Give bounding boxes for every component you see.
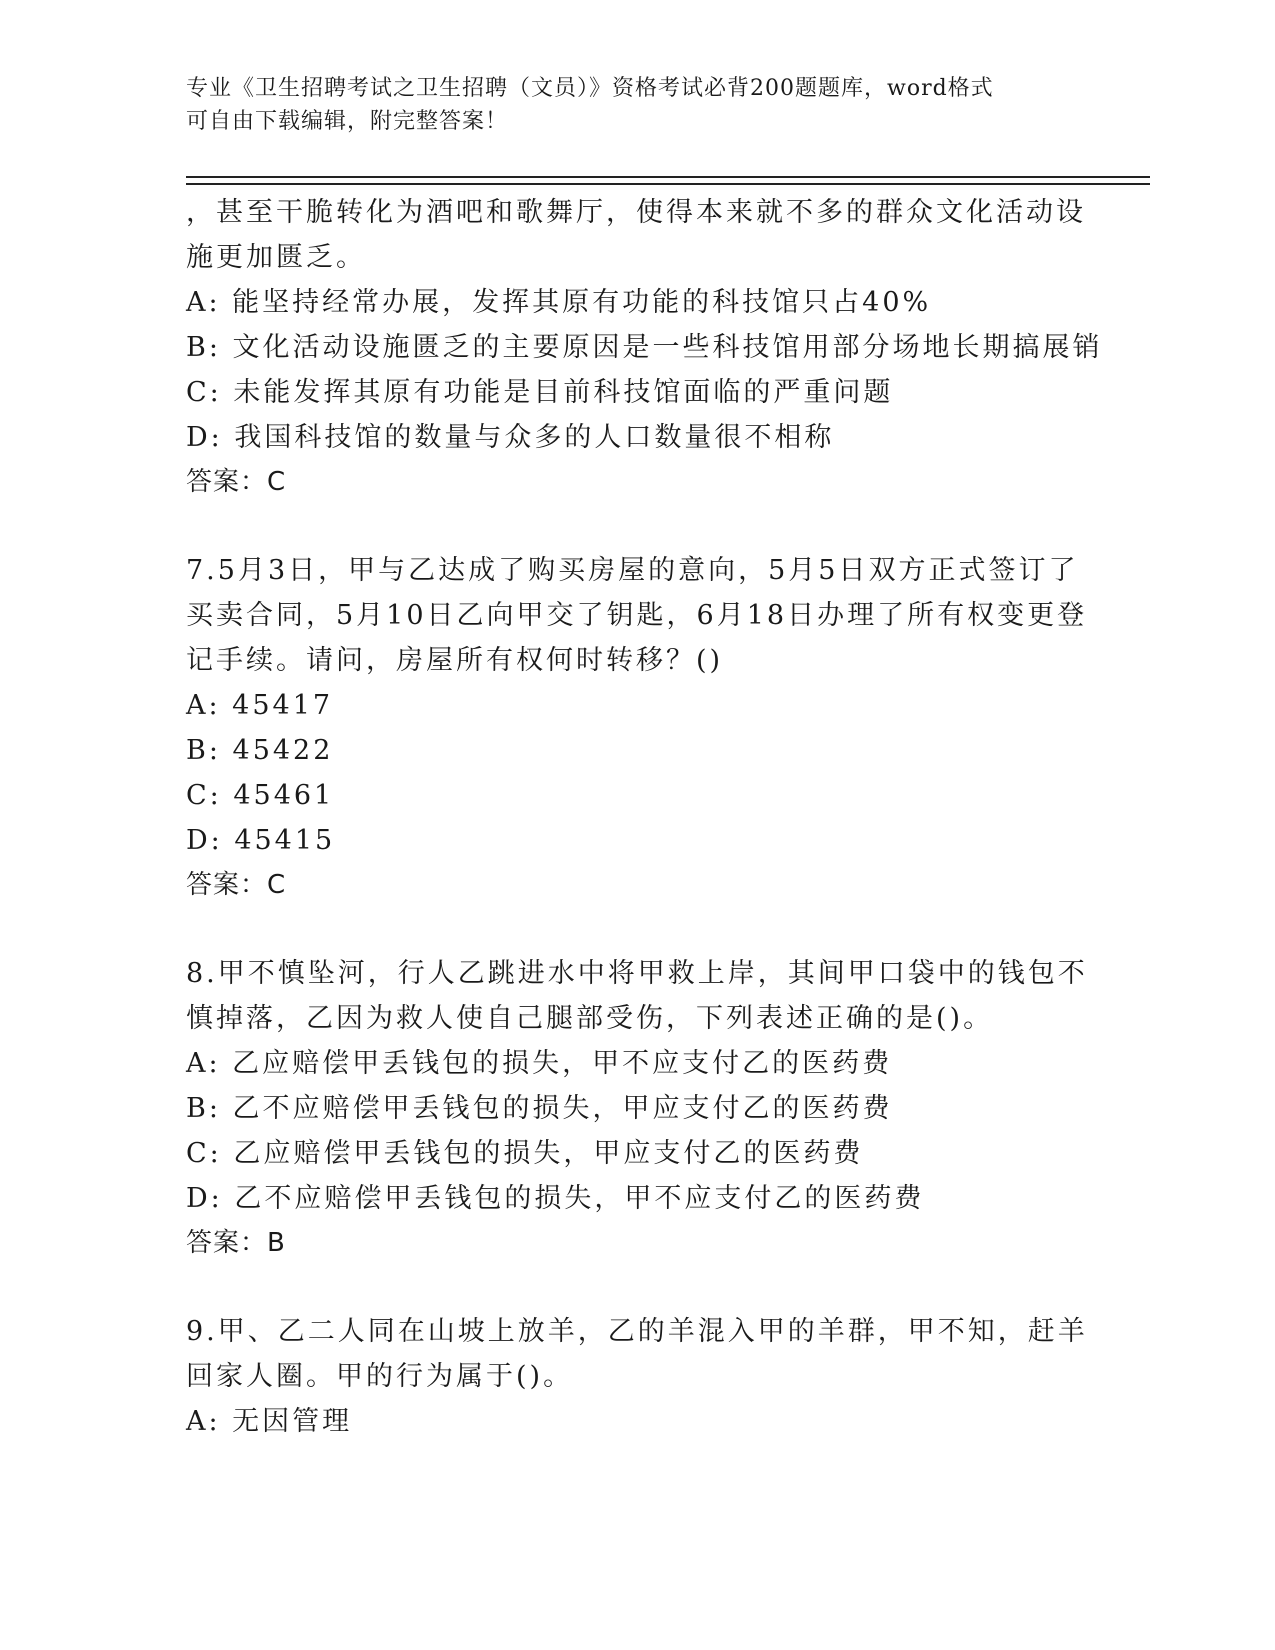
option-b: B: 乙不应赔偿甲丢钱包的损失，甲应支付乙的医药费	[186, 1093, 893, 1124]
option-c: C: 乙应赔偿甲丢钱包的损失，甲应支付乙的医药费	[186, 1138, 864, 1169]
option-a: A: 无因管理	[186, 1406, 353, 1437]
option-a: A: 乙应赔偿甲丢钱包的损失，甲不应支付乙的医药费	[186, 1048, 893, 1079]
question-text-line: ，甚至干脆转化为酒吧和歌舞厅，使得本来就不多的群众文化活动设	[186, 197, 1086, 228]
header-title-line-1: 专业《卫生招聘考试之卫生招聘（文员）》资格考试必背200题题库，word格式	[186, 76, 994, 101]
question-text-line: 回家人圈。甲的行为属于()。	[186, 1361, 574, 1392]
question-text-line: 记手续。请问，房屋所有权何时转移？()	[186, 645, 724, 676]
answer-line: 答案：C	[186, 467, 287, 497]
question-content	[186, 190, 1103, 1444]
option-b: B: 45422	[186, 735, 334, 766]
option-c: C: 45461	[186, 780, 335, 811]
header-divider-top	[186, 176, 1150, 178]
question-block	[186, 190, 1103, 505]
question-block	[186, 548, 1086, 908]
question-block	[186, 951, 1086, 1266]
option-d: D: 乙不应赔偿甲丢钱包的损失，甲不应支付乙的医药费	[186, 1183, 925, 1214]
question-text-line: 7.5月3日，甲与乙达成了购买房屋的意向，5月5日双方正式签订了	[186, 555, 1079, 586]
question-text-line: 9.甲、乙二人同在山坡上放羊，乙的羊混入甲的羊群，甲不知，赶羊	[186, 1316, 1088, 1347]
header-title-line-2: 可自由下载编辑，附完整答案！	[186, 109, 509, 134]
option-d: D: 45415	[186, 825, 336, 856]
document-header	[186, 72, 1066, 138]
answer-line: 答案：C	[186, 870, 287, 900]
answer-line: 答案：B	[186, 1228, 286, 1258]
question-block	[186, 1309, 1086, 1444]
option-a: A: 45417	[186, 690, 334, 721]
question-text-line: 慎掉落，乙因为救人使自己腿部受伤，下列表述正确的是()。	[186, 1003, 994, 1034]
question-text-line: 施更加匮乏。	[186, 242, 366, 273]
option-d: D: 我国科技馆的数量与众多的人口数量很不相称	[186, 422, 835, 453]
option-b: B: 文化活动设施匮乏的主要原因是一些科技馆用部分场地长期搞展销	[186, 332, 1103, 363]
option-c: C: 未能发挥其原有功能是目前科技馆面临的严重问题	[186, 377, 894, 408]
question-text-line: 8.甲不慎坠河，行人乙跳进水中将甲救上岸，其间甲口袋中的钱包不	[186, 958, 1088, 989]
question-text-line: 买卖合同，5月10日乙向甲交了钥匙，6月18日办理了所有权变更登	[186, 600, 1088, 631]
header-divider-bottom	[186, 183, 1150, 185]
option-a: A: 能坚持经常办展，发挥其原有功能的科技馆只占40%	[186, 287, 932, 318]
